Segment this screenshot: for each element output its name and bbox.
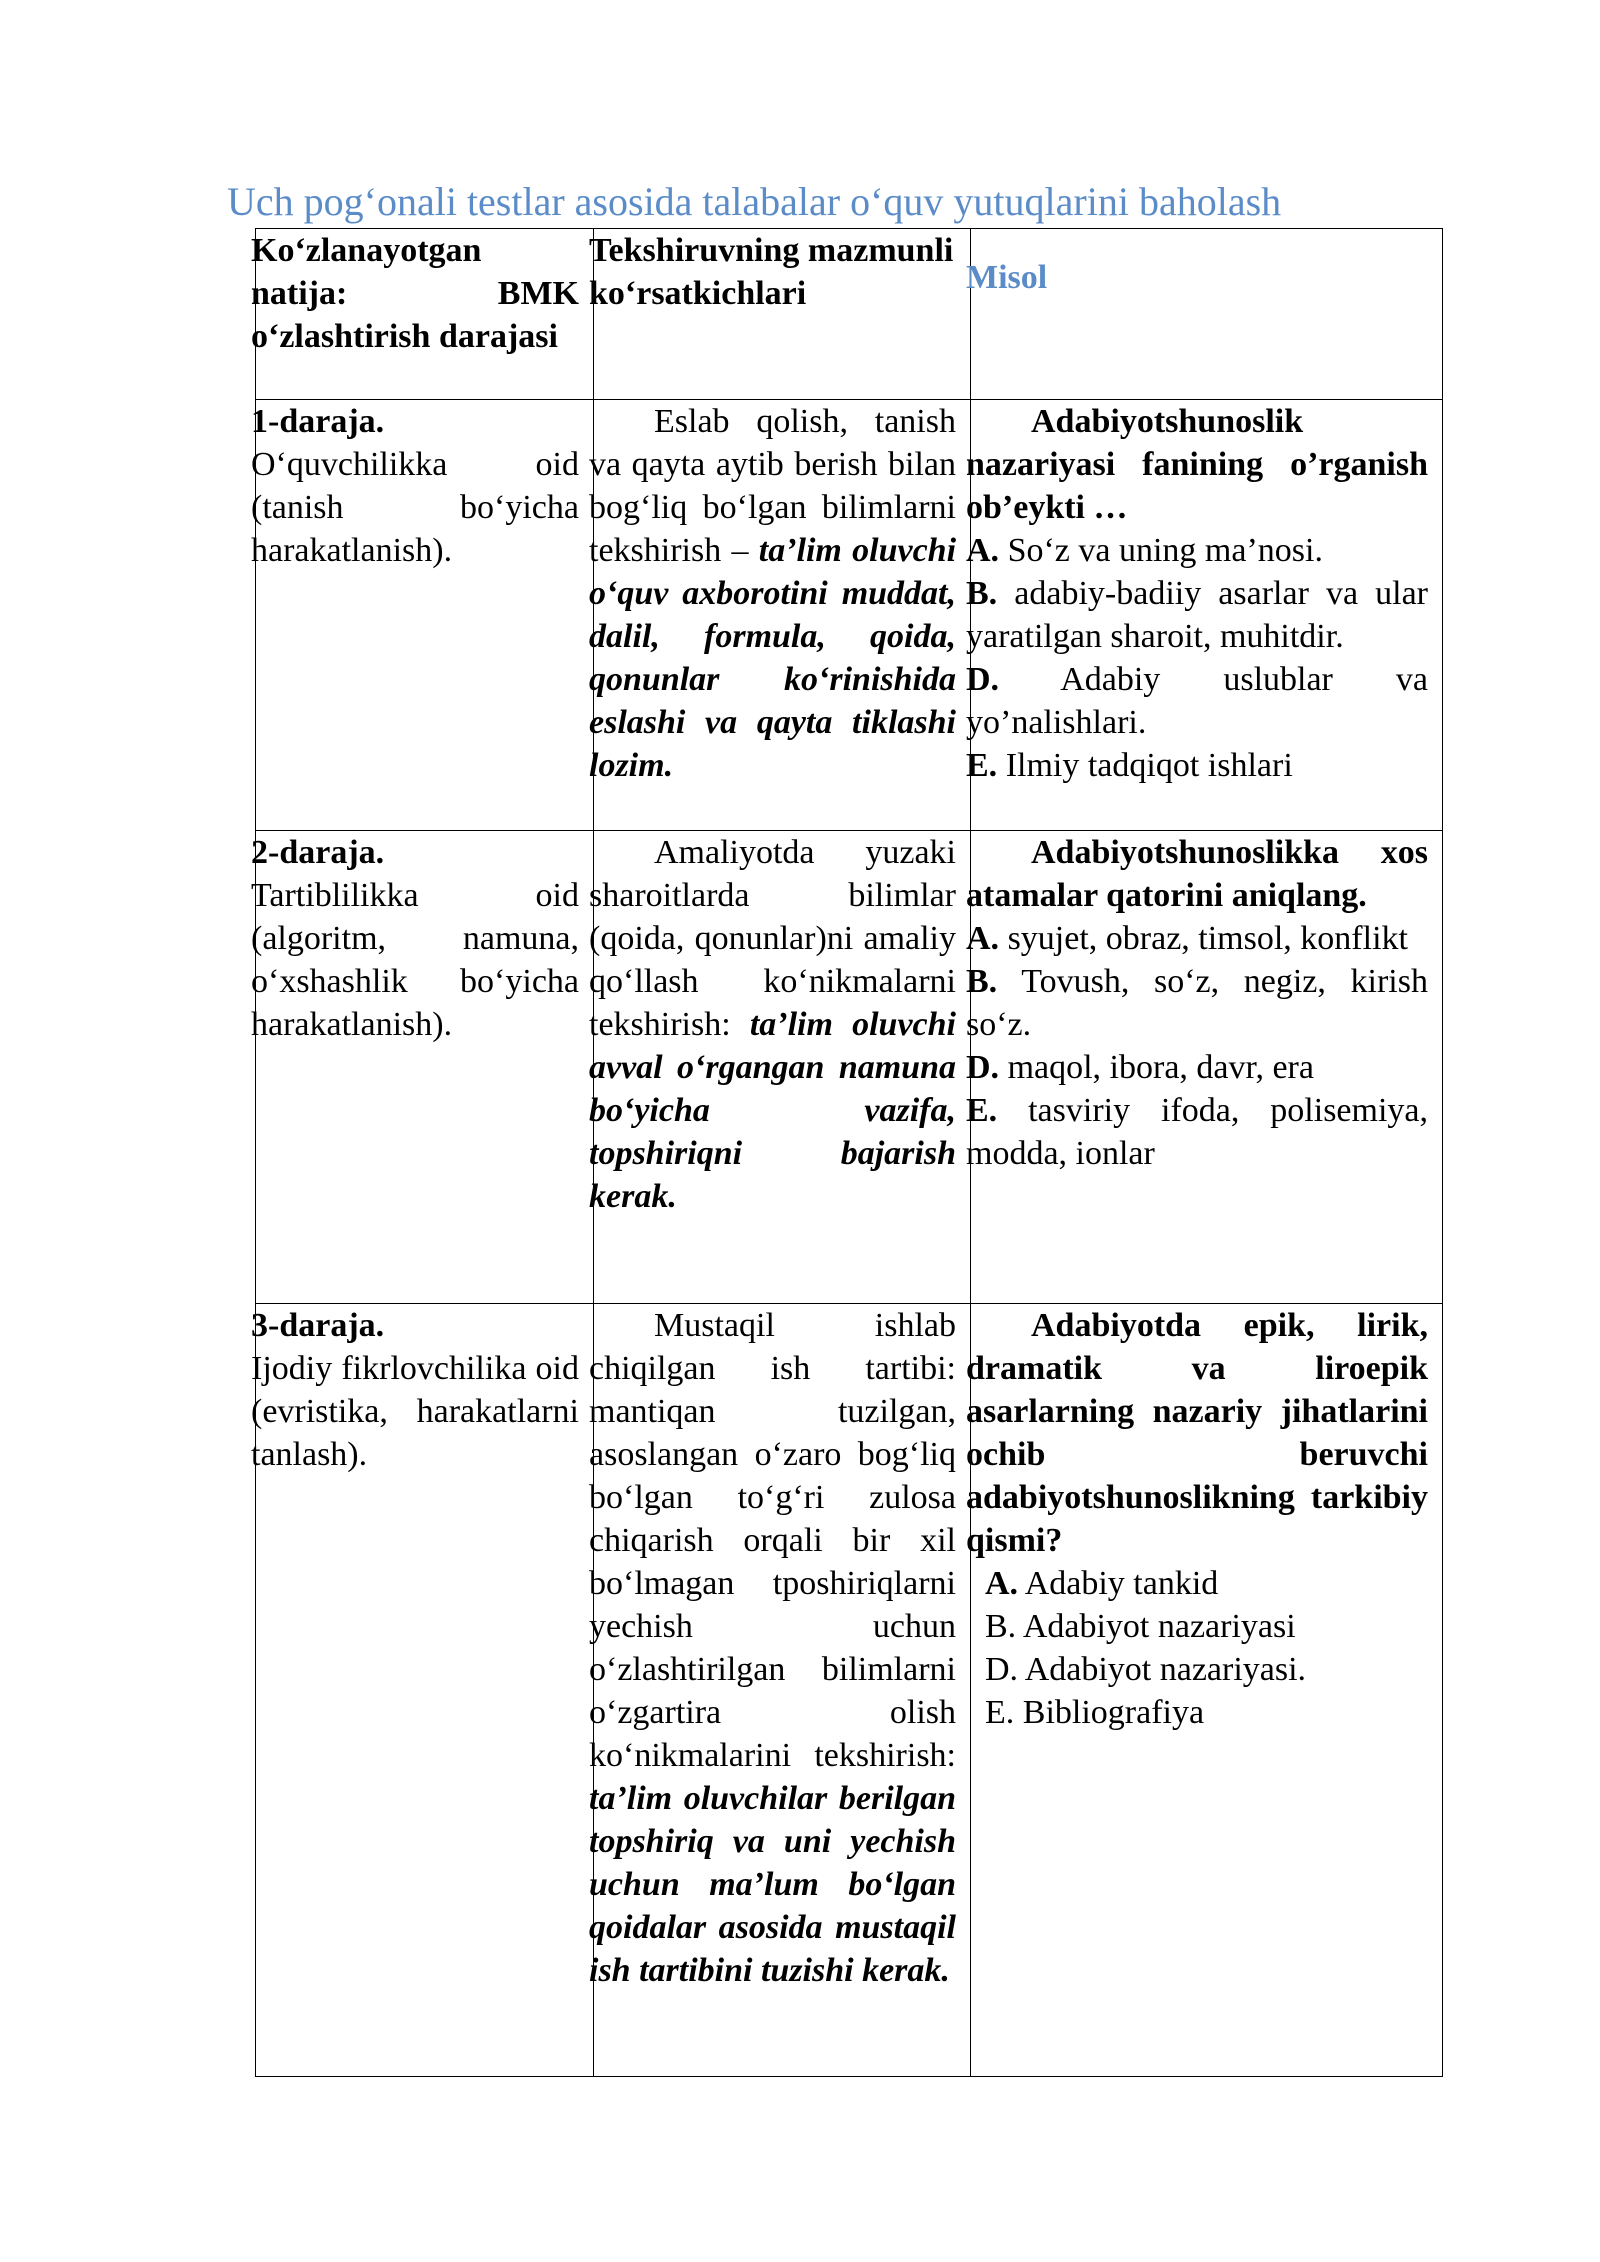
indicator-cell	[589, 831, 971, 1304]
option-letter: A.	[966, 920, 1000, 957]
page-title: Uch pog‘onali testlar asosida talabalar o‘quv yutuqlarini baholash	[227, 179, 1282, 224]
table-header-row	[256, 229, 1443, 400]
option-a	[966, 1562, 1428, 1605]
level-description: Tartiblilikka oid (algoritm, namuna, o‘xshashlik bo‘yicha harakatlanish).	[251, 877, 579, 1043]
header-cell-example	[966, 229, 1443, 400]
table-row	[256, 831, 1443, 1304]
assessment-table	[251, 228, 1443, 2077]
option-b	[966, 960, 1428, 1046]
example-cell	[966, 1304, 1443, 2077]
level-cell	[251, 400, 594, 831]
question-text: Adabiyotda epik, lirik, dramatik va liroepik asarlarning nazariy jihatlarini ochib beruvchi adabiyotshunoslikning tarkibiy qismi?	[966, 1307, 1428, 1559]
option-e	[966, 1691, 1428, 1734]
option-a	[966, 529, 1428, 572]
option-e	[966, 744, 1428, 787]
question-text: Adabiyotshunoslikka xos atamalar qatorini aniqlang.	[966, 834, 1428, 914]
option-letter: D.	[985, 1651, 1019, 1688]
option-letter: B.	[966, 575, 998, 612]
indicator-cell	[589, 400, 971, 831]
option-letter: B.	[966, 963, 998, 1000]
option-letter: D.	[966, 661, 1000, 698]
indicator-cell	[589, 1304, 971, 2077]
option-text: Adabiy uslublar va yo’nalishlari.	[966, 661, 1428, 741]
option-letter: E.	[985, 1694, 1015, 1731]
indicator-emphasis: ta’lim oluvchi avval o‘rgangan namuna bo‘yicha vazifa, topshiriqni bajarish kerak.	[589, 1006, 957, 1215]
header-outcome-text: Ko‘zlanayotgan natija: BMK o‘zlashtirish darajasi	[251, 232, 579, 355]
option-d	[966, 1046, 1428, 1089]
header-cell-outcome	[251, 229, 594, 400]
level-title: 1-daraja.	[251, 403, 385, 440]
option-b	[966, 1605, 1428, 1648]
indicator-emphasis: ta’lim oluvchi o‘quv axborotini muddat, dalil, formula, qoida, qonunlar ko‘rinishida eslashi va qayta tiklashi lozim.	[589, 532, 957, 784]
option-text: tasviriy ifoda, polisemiya, modda, ionlar	[966, 1092, 1428, 1172]
option-text: Ilmiy tadqiqot ishlari	[1005, 747, 1293, 784]
indicator-text: Amaliyotda yuzaki sharoitlarda bilimlar (qoida, qonunlar)ni amaliy qo‘llash ko‘nikmalarni tekshirish:	[589, 834, 956, 1043]
header-indicators-text: Tekshiruvning mazmunli ko‘rsatkichlari	[589, 232, 954, 312]
option-text: Bibliografiya	[1022, 1694, 1205, 1731]
level-title: 3-daraja.	[251, 1307, 385, 1344]
option-letter: A.	[966, 532, 1000, 569]
level-description: O‘quvchilikka oid (tanish bo‘yicha harakatlanish).	[251, 446, 579, 569]
option-letter: D.	[966, 1049, 1000, 1086]
indicator-text: Mustaqil ishlab chiqilgan ish tartibi: mantiqan tuzilgan, asoslangan o‘zaro bog‘liq bo‘lgan to‘g‘ri zulosa chiqarish orqali bir xil bo‘lmagan tposhiriqlarni yechish uchun o‘zlashtirilgan bilimlarni o‘zgartira olish ko‘nikmalarini tekshirish:	[589, 1307, 956, 1774]
option-b	[966, 572, 1428, 658]
table-row	[256, 1304, 1443, 2077]
question-text: Adabiyotshunoslik nazariyasi fanining o’rganish ob’eykti …	[966, 403, 1428, 526]
indicator-text: Eslab qolish, tanish va qayta aytib berish bilan bog‘liq bo‘lgan bilimlarni tekshirish –	[589, 403, 956, 569]
level-description: Ijodiy fikrlovchilika oid (evristika, harakatlarni tanlash).	[251, 1350, 579, 1473]
option-text: Adabiy tankid	[1024, 1565, 1219, 1602]
option-text: Adabiyot nazariyasi	[1022, 1608, 1296, 1645]
option-d	[966, 1648, 1428, 1691]
header-example-text: Misol	[966, 259, 1048, 296]
table-row	[256, 400, 1443, 831]
option-text: syujet, obraz, timsol, konflikt	[1007, 920, 1408, 957]
header-cell-indicators	[589, 229, 971, 400]
option-letter: B.	[985, 1608, 1017, 1645]
option-letter: A.	[985, 1565, 1019, 1602]
example-cell	[966, 831, 1443, 1304]
level-title: 2-daraja.	[251, 834, 385, 871]
option-d	[966, 658, 1428, 744]
option-text: Adabiyot nazariyasi.	[1024, 1651, 1307, 1688]
option-text: So‘z va uning ma’nosi.	[1007, 532, 1323, 569]
option-text: adabiy-badiiy asarlar va ular yaratilgan sharoit, muhitdir.	[966, 575, 1429, 655]
option-letter: E.	[966, 1092, 998, 1129]
level-cell	[251, 1304, 594, 2077]
option-e	[966, 1089, 1428, 1175]
level-cell	[251, 831, 594, 1304]
option-letter: E.	[966, 747, 998, 784]
example-cell	[966, 400, 1443, 831]
indicator-emphasis: ta’lim oluvchilar berilgan topshiriq va uni yechish uchun ma’lum bo‘lgan qoidalar asosida mustaqil ish tartibini tuzishi kerak.	[589, 1780, 956, 1989]
option-text: Tovush, so‘z, negiz, kirish so‘z.	[966, 963, 1428, 1043]
option-text: maqol, ibora, davr, era	[1007, 1049, 1314, 1086]
option-a	[966, 917, 1428, 960]
